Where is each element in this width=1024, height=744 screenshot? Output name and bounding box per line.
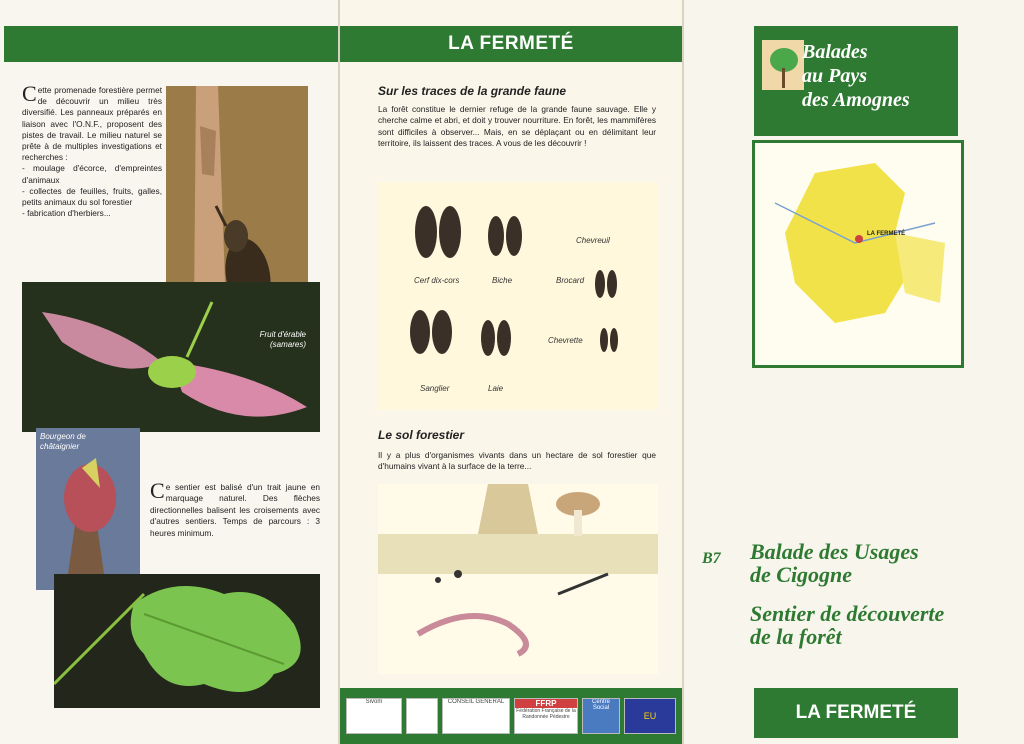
maple-fruit-photo <box>22 282 320 432</box>
track-label-chevreuil: Chevreuil <box>576 236 610 245</box>
walk-title-line: Balade des Usages <box>750 539 919 564</box>
section-text-fauna: La forêt constitue le dernier refuge de la grande faune sauvage. Elle y cherche calme et abri, et doit y trouver nourriture. En forêt, les mammifères sont difficiles à observer... Mais, en se déplaçant ou en délimitant leur territoire, ils laissent des traces. A vous de les découvrir ! <box>378 104 656 148</box>
animal-tracks-figure <box>378 182 658 410</box>
sentier-paragraph <box>150 478 320 539</box>
track-label-biche: Biche <box>492 276 513 285</box>
walk-title <box>750 540 1020 586</box>
track-label-sanglier: Sanglier <box>420 384 450 393</box>
intro-text: ette promenade forestière permet de découvrir un milieu très diversifié. Les panneaux préparés en liaison avec l'O.N.F., proposent des pistes de travail. Le milieu naturel se prête à de multiples investigations et recherches : <box>22 85 162 163</box>
caption-line: Bourgeon de <box>40 432 86 441</box>
caption-line: Fruit d'érable <box>259 330 306 339</box>
beetle-illustration <box>166 86 308 310</box>
bullet-item: - fabrication d'herbiers... <box>22 208 111 219</box>
partner-logos-bar <box>340 688 682 744</box>
soil-illustration <box>378 484 658 674</box>
tracks-illustration <box>378 182 658 410</box>
track-label-laie: Laie <box>488 384 504 393</box>
beetle-photo <box>166 86 308 310</box>
area-map <box>752 140 964 368</box>
track-label-cerf: Cerf dix-cors <box>414 276 460 285</box>
left-header-bar <box>4 26 338 62</box>
section-heading-fauna: Sur les traces de la grande faune <box>378 84 567 98</box>
forest-soil-figure <box>378 484 658 674</box>
oak-leaf-illustration <box>54 574 320 708</box>
middle-title: LA FERMETÉ <box>340 26 682 62</box>
sentier-dropcap: C <box>150 478 165 503</box>
bullet-item: - moulage d'écorce, d'empreintes d'animaux <box>22 163 162 185</box>
section-text-soil: Il y a plus d'organismes vivants dans un hectare de sol forestier que d'humains vivant à la surface de la terre... <box>378 450 656 472</box>
centre-social-logo: Centre Social <box>582 698 620 734</box>
ffrp-mark: FFRP <box>515 699 577 708</box>
sivom-logo: Sivom <box>346 698 402 734</box>
bud-caption <box>40 432 86 452</box>
walk-subtitle-line: Sentier de découverte <box>750 601 945 626</box>
walk-subtitle-line: de la forêt <box>750 624 842 649</box>
intro-dropcap: C <box>22 81 37 106</box>
oak-leaf-photo <box>54 574 320 708</box>
bottom-title: LA FERMETÉ <box>754 688 958 738</box>
bud-illustration <box>36 428 140 590</box>
eu-flag-logo: EU <box>624 698 676 734</box>
ffrp-subtitle: Fédération Française de la Randonnée Pédestre <box>516 708 576 720</box>
tree-icon <box>762 40 804 90</box>
intro-paragraph <box>22 81 162 219</box>
section-heading-soil: Le sol forestier <box>378 428 465 442</box>
middle-panel <box>340 0 682 744</box>
caption-line: (samares) <box>269 340 306 349</box>
maple-caption <box>260 330 306 350</box>
balades-line: Balades <box>802 41 868 63</box>
region-logo <box>406 698 438 734</box>
bullet-item: - collectes de feuilles, fruits, galles, petits animaux du sol forestier <box>22 185 162 208</box>
ffrp-logo <box>514 698 578 734</box>
left-panel <box>0 0 338 744</box>
balades-title-box <box>754 26 958 136</box>
sentier-text: e sentier est balisé d'un trait jaune en marquage naturel. Des flèches directionnelles balisent les croisements avec d'autres sentiers. Temps de parcours : 3 heures minimum. <box>150 482 320 538</box>
bud-photo <box>36 428 140 590</box>
balades-line: au Pays <box>802 65 867 87</box>
maple-fruit-illustration <box>22 282 320 432</box>
map-town-label: LA FERMETÉ <box>867 231 906 237</box>
balades-title <box>802 40 958 112</box>
balades-line: des Amognes <box>802 89 910 111</box>
map-illustration <box>755 143 955 359</box>
caption-line: châtaignier <box>40 442 80 451</box>
track-label-brocard: Brocard <box>556 276 585 285</box>
right-panel <box>684 0 1024 744</box>
walk-subtitle <box>750 602 1020 648</box>
route-code: B7 <box>702 550 721 567</box>
track-label-chevrette: Chevrette <box>548 336 583 345</box>
tree-logo <box>762 40 804 90</box>
walk-title-line: de Cigogne <box>750 562 853 587</box>
conseil-general-logo: CONSEIL GÉNÉRAL <box>442 698 510 734</box>
